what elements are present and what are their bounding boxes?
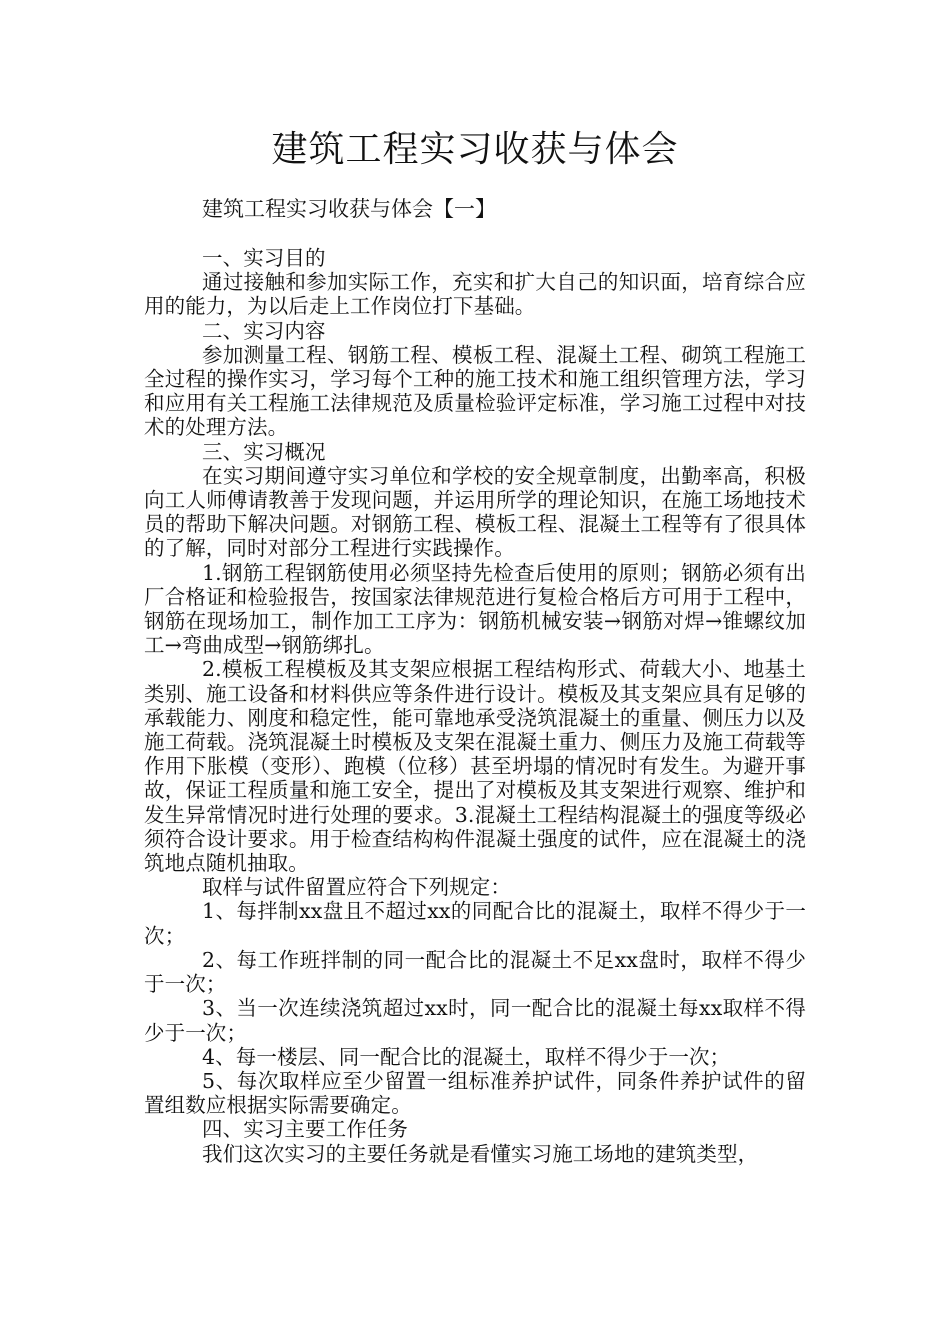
section-heading-content: 二、实习内容 [202,318,326,343]
paragraph-content: 参加测量工程、钢筋工程、模板工程、混凝土工程、砌筑工程施工全过程的操作实习，学习每个工种的施工技术和施工组织管理方法，学习和应用有关工程施工法律规范及质量检验评定标准，学习施工过程中对技术的处理方法。 [144,342,806,440]
paragraph-formwork: 2.模板工程模板及其支架应根据工程结构形式、荷载大小、地基土类别、施工设备和材料供应等条件进行设计。模板及其支架应具有足够的承载能力、刚度和稳定性，能可靠地承受浇筑混凝土的重量、侧压力以及施工荷载。浇筑混凝土时模板及支架在混凝土重力、侧压力及施工荷载等作用下胀模（变形）、跑模（位移）甚至坍塌的情况时有发生。为避开事故，保证工程质量和施工安全，提出了对模板及其支架进行观察、维护和发生异常情况时进行处理的要求。3.混凝土工程结构混凝土的强度等级必须符合设计要求。用于检查结构构件混凝土强度的试件，应在混凝土的浇筑地点随机抽取。 [144,657,806,876]
list-item: 1、每拌制xx盘且不超过xx的同配合比的混凝土，取样不得少于一次； [144,899,806,948]
paragraph-sampling-rules: 取样与试件留置应符合下列规定： [202,875,511,900]
list-item: 2、每工作班拌制的同一配合比的混凝土不足xx盘时，取样不得少于一次； [144,947,806,997]
section-heading-purpose: 一、实习目的 [202,246,326,270]
paragraph-purpose: 通过接触和参加实际工作，充实和扩大自己的知识面，培育综合应用的能力，为以后走上工作岗位打下基础。 [144,270,806,319]
section-heading-overview: 三、实习概况 [202,439,326,464]
list-item: 3、当一次连续浇筑超过xx时，同一配合比的混凝土每xx取样不得少于一次； [144,996,806,1045]
paragraph-overview: 在实习期间遵守实习单位和学校的安全规章制度，出勤率高，积极向工人师傅请教善于发现问题，并运用所学的理论知识，在施工场地技术员的帮助下解决问题。对钢筋工程、模板工程、混凝土工程等有了很具体的了解，同时对部分工程进行实践操作。 [144,463,806,561]
list-item: 5、每次取样应至少留置一组标准养护试件，同条件养护试件的留置组数应根据实际需要确定。 [144,1068,806,1118]
document-subtitle: 建筑工程实习收获与体会【一】 [202,197,496,221]
document-title: 建筑工程实习收获与体会 [271,129,679,170]
paragraph-rebar: 1.钢筋工程钢筋使用必须坚持先检查后使用的原则；钢筋必须有出厂合格证和检验报告，按国家法律规范进行复检合格后方可用于工程中，钢筋在现场加工，制作加工工序为：钢筋机械安装→钢筋对焊→锥螺纹加工→弯曲成型→钢筋绑扎。 [144,560,806,658]
list-item: 4、每一楼层、同一配合比的混凝土，取样不得少于一次； [202,1044,731,1069]
paragraph-tasks: 我们这次实习的主要任务就是看懂实习施工场地的建筑类型， [202,1141,759,1166]
document-page [144,120,806,1166]
section-heading-tasks: 四、实习主要工作任务 [202,1117,408,1142]
